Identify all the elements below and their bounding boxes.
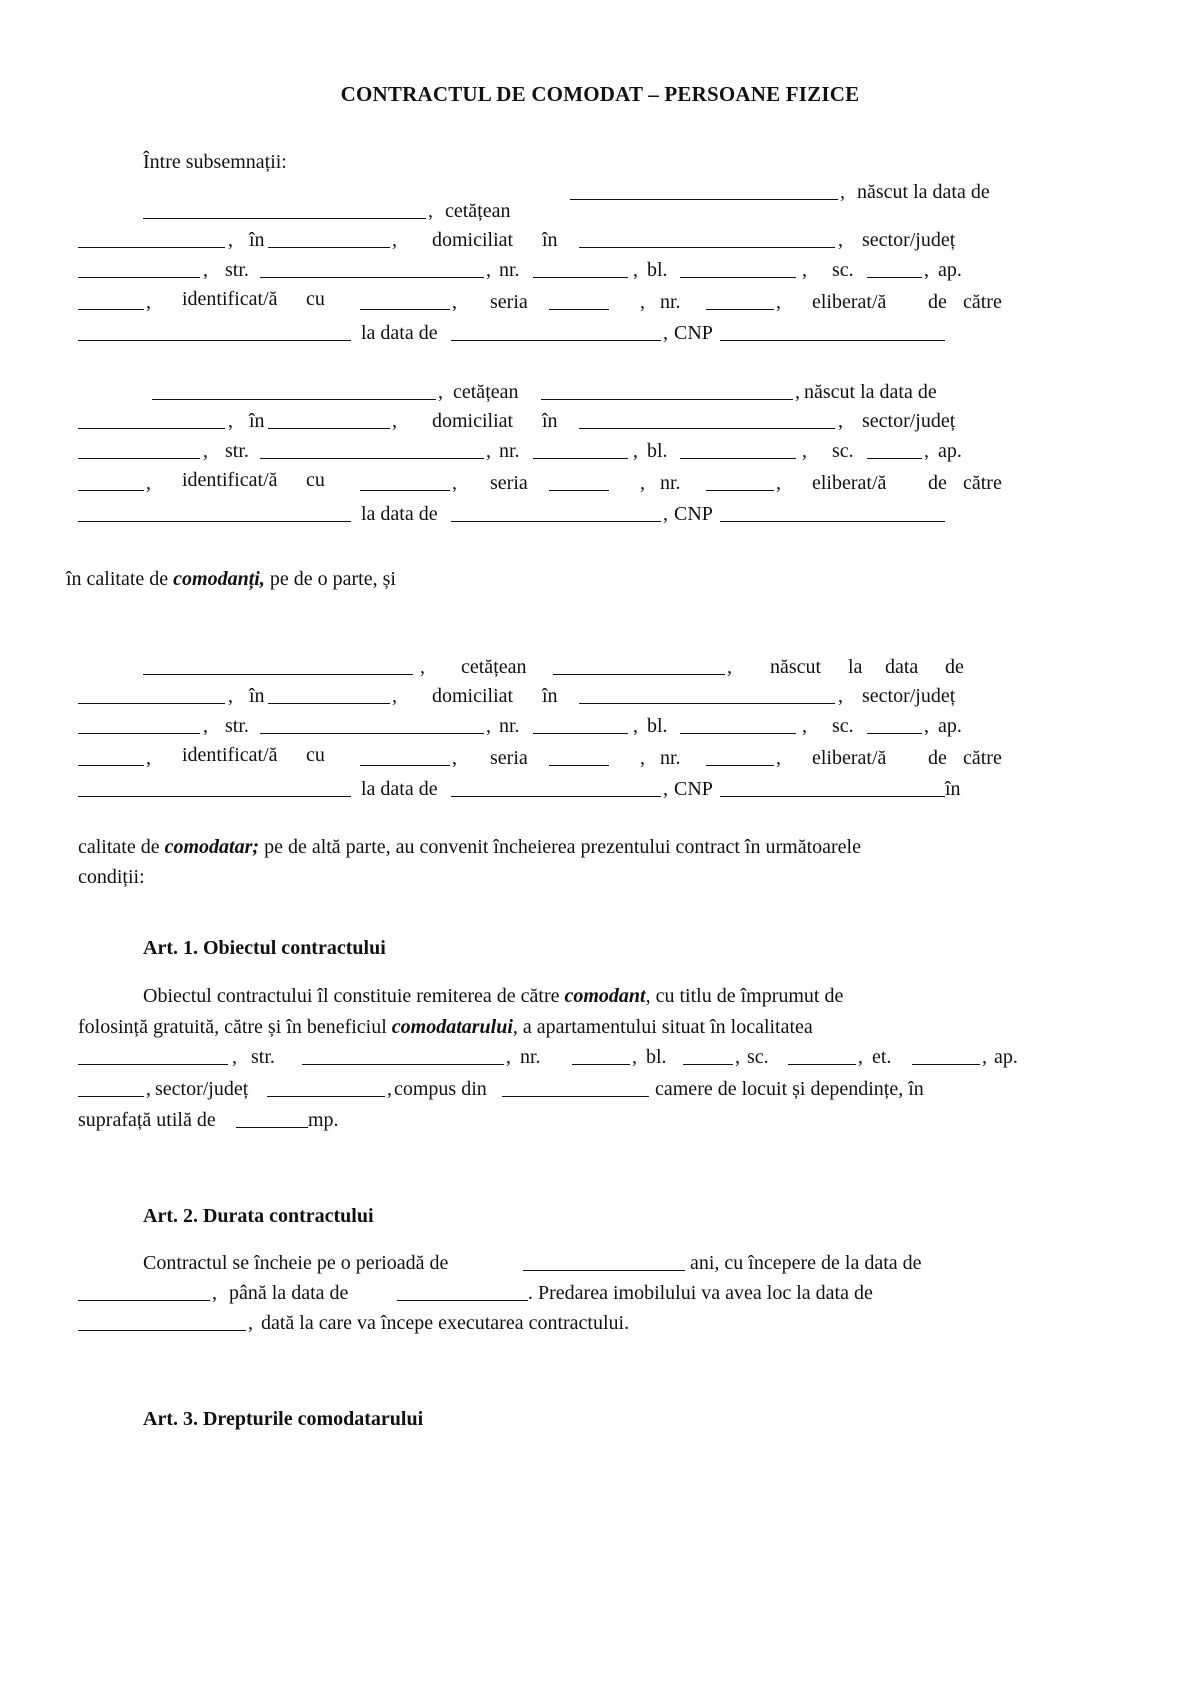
blank-field bbox=[78, 309, 144, 310]
blank-field bbox=[720, 340, 945, 341]
field-label: ap. bbox=[938, 440, 962, 462]
field-label: seria bbox=[490, 747, 528, 769]
field-label: la data de bbox=[361, 778, 438, 800]
field-label: în bbox=[249, 685, 265, 707]
blank-field bbox=[143, 674, 413, 675]
field-label: sector/județ bbox=[155, 1078, 249, 1100]
field-label: la data de bbox=[361, 503, 438, 525]
blank-field bbox=[360, 490, 450, 491]
field-label: sc. bbox=[832, 259, 854, 281]
blank-field bbox=[912, 1064, 980, 1065]
art1-heading: Art. 1. Obiectul contractului bbox=[143, 937, 386, 959]
blank-field bbox=[680, 458, 796, 459]
field-label: născut la data de bbox=[804, 381, 937, 403]
field-label: sector/județ bbox=[862, 229, 956, 251]
field-label: identificat/ă bbox=[182, 469, 278, 491]
field-label: suprafață utilă de bbox=[78, 1109, 216, 1131]
field-label: str. bbox=[225, 440, 249, 462]
blank-field bbox=[683, 1064, 733, 1065]
blank-field bbox=[523, 1270, 685, 1271]
field-label: str. bbox=[225, 259, 249, 281]
blank-field bbox=[268, 703, 390, 704]
blank-field bbox=[451, 521, 661, 522]
blank-field bbox=[549, 309, 609, 310]
field-label: sc. bbox=[832, 440, 854, 462]
field-label: de bbox=[928, 747, 947, 769]
blank-field bbox=[680, 733, 796, 734]
field-label: identificat/ă bbox=[182, 288, 278, 310]
blank-field bbox=[788, 1064, 856, 1065]
blank-field bbox=[78, 277, 200, 278]
blank-field bbox=[78, 1064, 228, 1065]
blank-field bbox=[78, 458, 200, 459]
field-label: cetățean bbox=[445, 200, 511, 222]
field-label: nr. bbox=[660, 747, 681, 769]
field-label: către bbox=[963, 747, 1002, 769]
field-label: cu bbox=[306, 744, 325, 766]
field-label: nr. bbox=[499, 715, 520, 737]
blank-field bbox=[260, 733, 484, 734]
blank-field bbox=[78, 247, 225, 248]
field-label: în bbox=[542, 410, 558, 432]
art2-line-2a: până la data de bbox=[229, 1282, 349, 1304]
field-label: et. bbox=[872, 1046, 892, 1068]
art2-line-1a: Contractul se încheie pe o perioadă de bbox=[143, 1252, 449, 1274]
blank-field bbox=[680, 277, 796, 278]
blank-field bbox=[360, 309, 450, 310]
field-label: cetățean bbox=[453, 381, 519, 403]
art2-line-3: dată la care va începe executarea contractului. bbox=[261, 1312, 630, 1334]
field-label: de bbox=[928, 472, 947, 494]
field-label: la data de bbox=[361, 322, 438, 344]
blank-field bbox=[549, 490, 609, 491]
field-label: nr. bbox=[499, 440, 520, 462]
blank-field bbox=[302, 1064, 504, 1065]
field-label: ap. bbox=[938, 715, 962, 737]
field-label: de bbox=[928, 291, 947, 313]
blank-field bbox=[78, 521, 351, 522]
art2-line-1b: ani, cu începere de la data de bbox=[690, 1252, 922, 1274]
blank-field bbox=[720, 796, 945, 797]
blank-field bbox=[570, 199, 838, 200]
field-label: nr. bbox=[660, 472, 681, 494]
blank-field bbox=[502, 1096, 649, 1097]
blank-field bbox=[78, 703, 225, 704]
blank-field bbox=[78, 1330, 246, 1331]
field-label: domiciliat bbox=[432, 229, 514, 251]
blank-field bbox=[78, 765, 144, 766]
blank-field bbox=[706, 490, 774, 491]
field-label: eliberat/ă bbox=[812, 747, 887, 769]
comodatar-line-2: condiții: bbox=[78, 866, 145, 888]
blank-field bbox=[579, 703, 835, 704]
field-label: str. bbox=[251, 1046, 275, 1068]
field-label: cu bbox=[306, 288, 325, 310]
field-label: nr. bbox=[520, 1046, 541, 1068]
field-label: camere de locuit și dependințe, în bbox=[655, 1078, 924, 1100]
field-label: către bbox=[963, 291, 1002, 313]
intro-text: Între subsemnații: bbox=[143, 151, 287, 173]
blank-field bbox=[451, 340, 661, 341]
blank-field bbox=[533, 277, 628, 278]
field-label: seria bbox=[490, 291, 528, 313]
art3-heading: Art. 3. Drepturile comodatarului bbox=[143, 1408, 424, 1430]
blank-field bbox=[720, 521, 945, 522]
blank-field bbox=[78, 1300, 210, 1301]
field-label: domiciliat bbox=[432, 685, 514, 707]
blank-field bbox=[78, 340, 351, 341]
field-label: CNP bbox=[674, 322, 713, 344]
blank-field bbox=[78, 490, 144, 491]
art1-line-2: folosință gratuită, către și în beneficiul comodatarului, a apartamentului situat în localitatea bbox=[78, 1016, 813, 1038]
field-label: cu bbox=[306, 469, 325, 491]
field-label: către bbox=[963, 472, 1002, 494]
blank-field bbox=[78, 733, 200, 734]
field-label: în bbox=[542, 229, 558, 251]
art1-line-1: Obiectul contractului îl constituie remiterea de către comodant, cu titlu de împrumut de bbox=[143, 985, 844, 1007]
blank-field bbox=[541, 399, 793, 400]
blank-field bbox=[236, 1127, 308, 1128]
blank-field bbox=[533, 458, 628, 459]
field-label: ap. bbox=[994, 1046, 1018, 1068]
field-label: nr. bbox=[660, 291, 681, 313]
field-label: sector/județ bbox=[862, 410, 956, 432]
field-label: bl. bbox=[647, 259, 668, 281]
field-label: CNP bbox=[674, 778, 713, 800]
blank-field bbox=[572, 1064, 630, 1065]
field-label: eliberat/ă bbox=[812, 291, 887, 313]
blank-field bbox=[397, 1300, 528, 1301]
blank-field bbox=[451, 796, 661, 797]
field-label: CNP bbox=[674, 503, 713, 525]
field-label: str. bbox=[225, 715, 249, 737]
field-label: la bbox=[848, 656, 863, 678]
art2-heading: Art. 2. Durata contractului bbox=[143, 1205, 374, 1227]
blank-field bbox=[533, 733, 628, 734]
field-label: domiciliat bbox=[432, 410, 514, 432]
field-label: în bbox=[249, 410, 265, 432]
field-label: bl. bbox=[647, 440, 668, 462]
blank-field bbox=[867, 458, 922, 459]
blank-field bbox=[579, 428, 835, 429]
blank-field bbox=[260, 458, 484, 459]
blank-field bbox=[553, 674, 725, 675]
blank-field bbox=[867, 733, 922, 734]
field-label: cetățean bbox=[461, 656, 527, 678]
blank-field bbox=[579, 247, 835, 248]
art2-line-2b: . Predarea imobilului va avea loc la data de bbox=[528, 1282, 873, 1304]
document-page: CONTRACTUL DE COMODAT – PERSOANE FIZICE Între subsemnații: , născut la data de , cetățean , în , domiciliat în , sector/județ , str. , nr. , bl. , sc. , ap. , identificat/ă cu , seria , nr. , eliberat/ă de către la data de , CNP , cetățean , născut la data de , în , domiciliat în , sector/județ , str. , nr. , bl. , sc. , ap. , identificat/ă cu , seria , nr. , eliberat/ă de către la data de , CNP în calitate de comodanți, pe de o parte, și , cetățean , născut la data de , în , domiciliat în , sector/județ , str. , nr. , bl. , sc. , ap. , identificat/ă cu , seria , nr. , eliberat/ă de către la data de , CNP în calitate de comodatar; pe de altă parte, au convenit încheierea prezentului contract în următoarele condiții: Art. 1. Obiectul contractului Obiectul contractului îl constituie remiterea de către comodant, cu titlu de împrumut de folosință gratuită, către și în beneficiul comodatarului, a apartamentului situat în localitatea , str. , nr. , bl. , sc. , et. , ap. , sector/județ , compus din camere de locuit și dependințe, în suprafață utilă de mp. Art. 2. Durata contractului Contractul se încheie pe o perioadă de ani, cu începere de la data de , până la data de . Predarea imobilului va avea loc la data de , dată la care va începe executarea contractului. Art. 3. Drepturile comodatarului bbox=[0, 0, 1200, 1698]
blank-field bbox=[78, 1096, 144, 1097]
blank-field bbox=[360, 765, 450, 766]
document-title: CONTRACTUL DE COMODAT – PERSOANE FIZICE bbox=[340, 82, 860, 106]
comodanti-line: în calitate de comodanți, pe de o parte, și bbox=[66, 568, 396, 590]
field-label: bl. bbox=[647, 715, 668, 737]
field-label: sc. bbox=[747, 1046, 769, 1068]
blank-field bbox=[867, 277, 922, 278]
blank-field bbox=[267, 1096, 385, 1097]
field-label: în bbox=[249, 229, 265, 251]
field-label: data bbox=[885, 656, 919, 678]
field-label: născut la data de bbox=[857, 181, 990, 203]
comodatar-line: calitate de comodatar; pe de altă parte, au convenit încheierea prezentului contract în următoarele bbox=[78, 836, 861, 858]
field-label: în bbox=[542, 685, 558, 707]
blank-field bbox=[268, 428, 390, 429]
blank-field bbox=[706, 765, 774, 766]
blank-field bbox=[152, 399, 436, 400]
field-label: sc. bbox=[832, 715, 854, 737]
field-label: în bbox=[945, 778, 961, 800]
blank-field bbox=[78, 796, 351, 797]
field-label: bl. bbox=[646, 1046, 667, 1068]
field-label: ap. bbox=[938, 259, 962, 281]
blank-field bbox=[549, 765, 609, 766]
field-label: compus din bbox=[394, 1078, 487, 1100]
field-label: seria bbox=[490, 472, 528, 494]
blank-field bbox=[78, 428, 225, 429]
field-label: născut bbox=[770, 656, 822, 678]
field-label: eliberat/ă bbox=[812, 472, 887, 494]
field-label: sector/județ bbox=[862, 685, 956, 707]
blank-field bbox=[260, 277, 484, 278]
blank-field bbox=[143, 218, 426, 219]
field-label: identificat/ă bbox=[182, 744, 278, 766]
blank-field bbox=[706, 309, 774, 310]
blank-field bbox=[268, 247, 390, 248]
field-label: mp. bbox=[308, 1109, 339, 1131]
field-label: de bbox=[945, 656, 964, 678]
field-label: nr. bbox=[499, 259, 520, 281]
